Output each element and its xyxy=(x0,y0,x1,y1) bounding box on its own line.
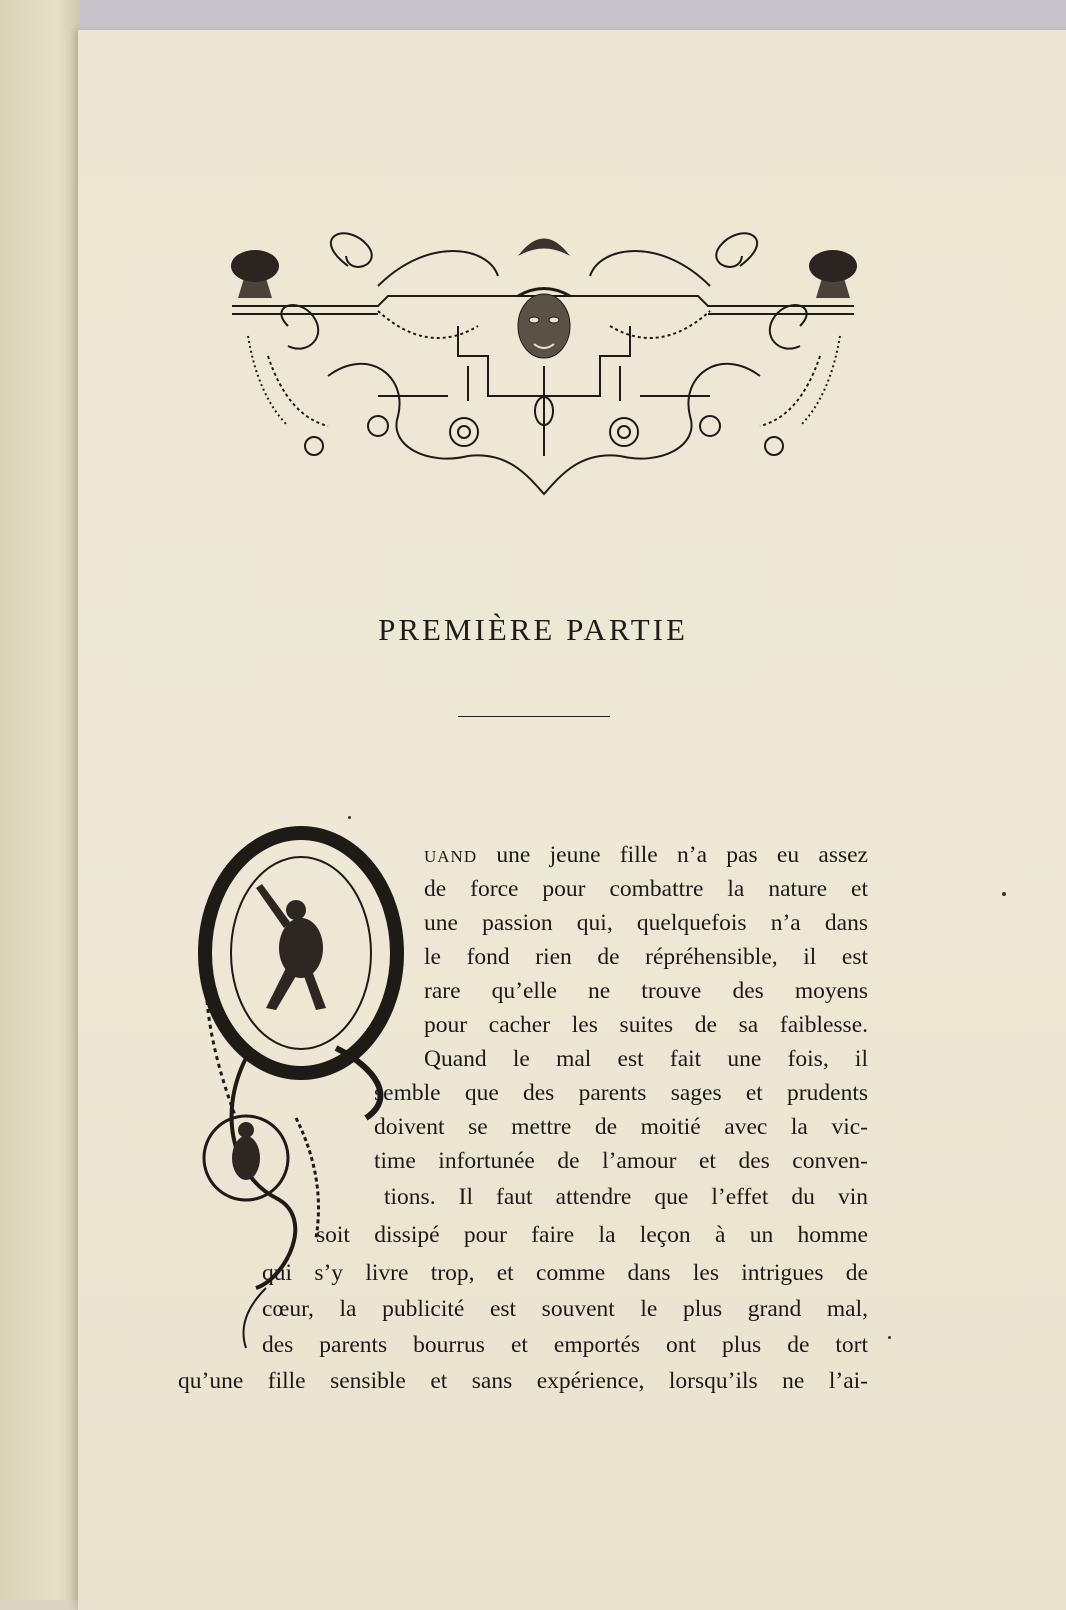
title-rule xyxy=(458,716,610,717)
text-line: des parents bourrus et emportés ont plus de tort xyxy=(262,1332,868,1358)
text-line: Quand le mal est fait une fois, il xyxy=(424,1046,868,1072)
text-line: une passion qui, quelquefois n’a dans xyxy=(424,910,868,936)
text-line: soit dissipé pour faire la leçon à un homme xyxy=(316,1222,868,1248)
text-line: time infortunée de l’amour et des conven- xyxy=(374,1148,868,1174)
facing-page-edge xyxy=(0,0,80,1600)
text-line: pour cacher les suites de sa faiblesse. xyxy=(424,1012,868,1038)
text-line: semble que des parents sages et prudents xyxy=(374,1080,868,1106)
text-line-1 xyxy=(424,842,868,869)
text-line: rare qu’elle ne trouve des moyens xyxy=(424,978,868,1004)
first-word-smallcaps: UAND xyxy=(424,847,478,866)
text-line: qu’une fille sensible et sans expérience, lorsqu’ils ne l’ai- xyxy=(178,1368,868,1394)
ornamental-headpiece xyxy=(228,226,860,502)
text-line: doivent se mettre de moitié avec la vic- xyxy=(374,1114,868,1140)
paper-speck xyxy=(348,816,351,819)
paper-speck xyxy=(888,1336,891,1339)
text-line: tions. Il faut attendre que l’effet du vin xyxy=(384,1184,868,1210)
text-line: le fond rien de répréhensible, il est xyxy=(424,944,868,970)
first-line-rest: une jeune fille n’a pas eu assez xyxy=(477,842,868,868)
text-line: cœur, la publicité est souvent le plus grand mal, xyxy=(262,1296,868,1322)
text-line: de force pour combattre la nature et xyxy=(424,876,868,902)
text-line: qui s’y livre trop, et comme dans les intrigues de xyxy=(262,1260,868,1286)
chapter-title: PREMIÈRE PARTIE xyxy=(378,612,688,647)
paper-speck xyxy=(1002,892,1006,896)
